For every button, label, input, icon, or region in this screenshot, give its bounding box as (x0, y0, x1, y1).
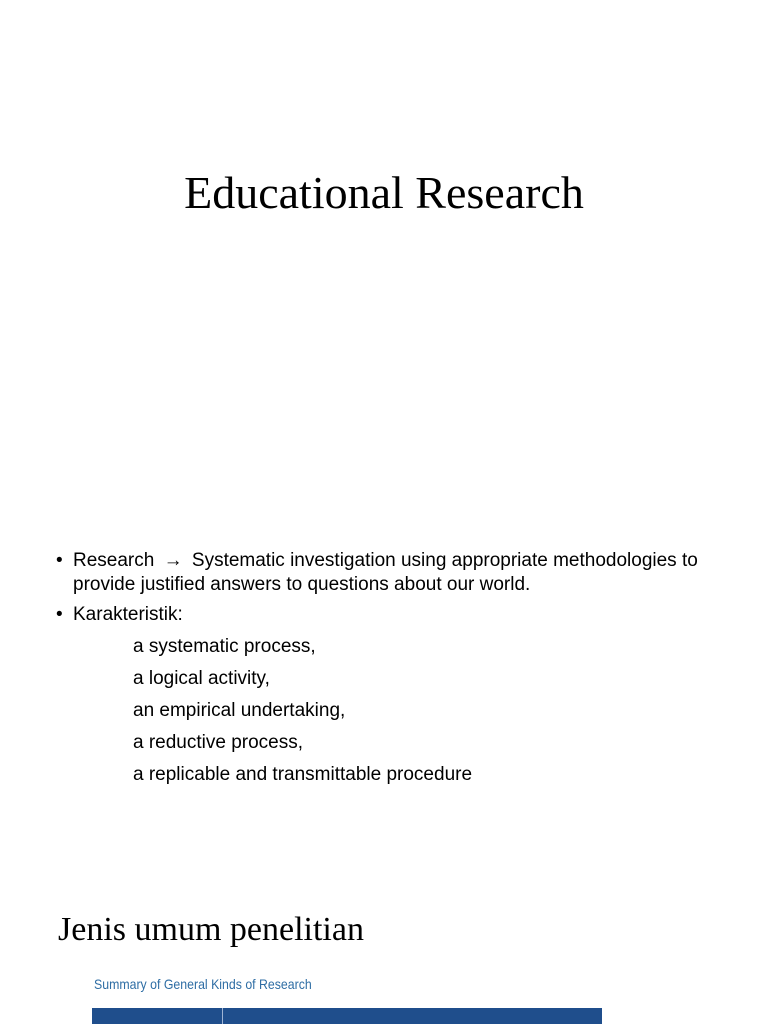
bullet-karakteristik (56, 603, 736, 787)
bullet-dot-icon: • (56, 604, 63, 625)
arrow-right-icon: → (163, 550, 183, 571)
bullet-list (56, 549, 736, 795)
section-title: Jenis umum penelitian (58, 911, 364, 948)
list-item: a reductive process, (133, 732, 304, 753)
table-header (92, 1008, 602, 1024)
bullet-dot-icon: • (56, 550, 63, 571)
research-term: Research (73, 550, 155, 571)
karakteristik-label: Karakteristik: (73, 604, 183, 625)
table-header-divider (222, 1008, 223, 1024)
table-caption: Summary of General Kinds of Research (94, 976, 312, 992)
list-item: a systematic process, (133, 636, 316, 657)
bullet-research (56, 549, 736, 597)
list-item: a replicable and transmittable procedure (133, 764, 473, 785)
list-item: a logical activity, (133, 668, 270, 689)
slide-title: Educational Research (184, 167, 584, 218)
characteristics-list (73, 635, 736, 787)
research-definition: Systematic investigation using appropriate methodologies to provide justified answers to questions about our world. (73, 550, 698, 595)
list-item: an empirical undertaking, (133, 700, 346, 721)
